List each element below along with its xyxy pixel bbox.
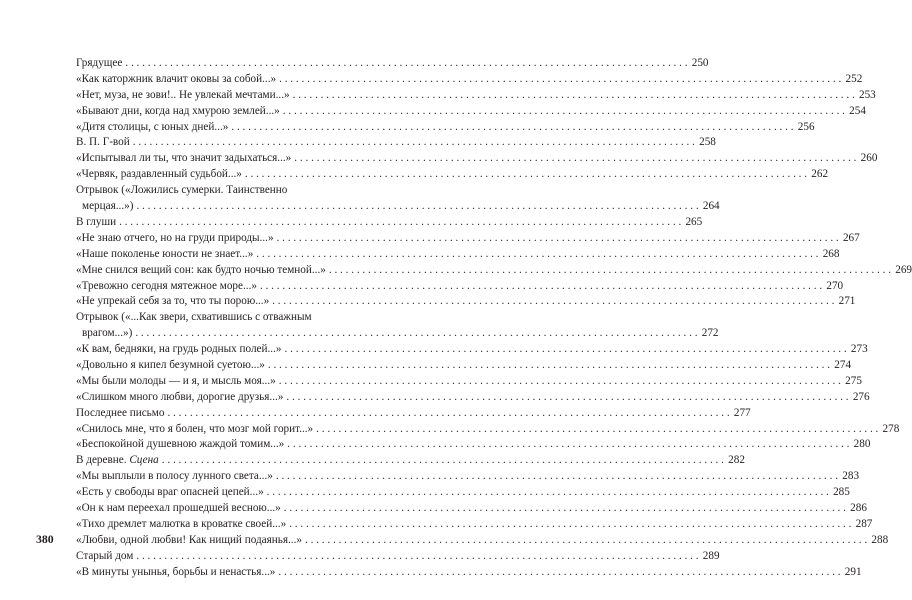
toc-entry-page: 286 [850,502,867,514]
dot-leader [286,390,848,406]
dot-leader [167,406,729,422]
toc-entry [76,279,844,295]
toc-entry [76,72,863,88]
dot-leader [245,167,807,183]
toc-entry-title: «Мне снился вещий сон: как будто ночью темной...» [76,263,326,276]
toc-entry-title: Грядущее [76,57,123,69]
dot-leader [279,72,841,88]
toc-entry [76,453,745,469]
toc-entry-page: 267 [842,231,860,244]
toc-entry [76,390,870,406]
toc-entry-title: «К вам, бедняки, на грудь родных полей...» [76,343,282,356]
toc-entry [76,501,867,517]
toc-entry-page: 283 [842,470,860,483]
toc-entry-page: 273 [850,343,868,356]
toc-entry-title: «Слишком много любви, дорогие друзья...» [76,390,284,403]
toc-entry-page: 291 [844,565,862,578]
dot-leader [231,120,793,136]
toc-entry-page: 282 [728,454,745,467]
toc-entry-page: 288 [871,533,889,546]
dot-leader [305,533,867,549]
toc-entry-title: «Нет, муза, не зови!.. Не увлекай мечтами...» [76,88,290,101]
table-of-contents [76,56,912,580]
toc-entry-page: 256 [797,120,815,133]
dot-leader [329,263,891,279]
toc-entry-page: 280 [853,438,871,451]
toc-entry-title-line1: Отрывок («...Как звери, схватившись с отважным [76,311,312,324]
toc-entry-title: «Он к нам переехал прошедшей весною...» [76,502,281,514]
toc-entry-page: 275 [845,374,862,387]
toc-entry-title-italic: Сцена [129,454,159,467]
toc-entry-page: 252 [845,72,863,85]
toc-entry [76,135,716,151]
toc-entry [76,104,866,120]
toc-entry-page: 272 [701,327,719,340]
toc-entry-page: 287 [855,517,873,530]
toc-entry-title: «Червяк, раздавленный судьбой...» [76,168,242,181]
dot-leader [268,358,830,374]
dot-leader [136,199,698,215]
toc-entry-title-line1: Отрывок («Ложились сумерки. Таинственно [76,184,288,197]
toc-entry-title: Старый дом [76,549,134,562]
toc-entry-page: 278 [882,422,900,435]
dot-leader [277,231,839,247]
toc-entry-title: «Дитя столицы, с юных дней...» [76,120,229,133]
toc-entry-title: «Испытывал ли ты, что значит задыхаться...» [76,152,292,165]
dot-leader [278,565,840,581]
dot-leader [285,342,847,358]
toc-entry [76,374,862,390]
toc-entry-last-line [76,326,719,342]
dot-leader [284,501,846,517]
dot-leader [283,104,845,120]
toc-entry-title: «Снилось мне, что я болен, что мозг мой горит...» [76,422,314,435]
dot-leader [135,326,697,342]
toc-entry [76,549,720,565]
toc-entry [76,342,868,358]
toc-entry-page: 271 [838,295,856,308]
toc-entry-title-line2: врагом...») [82,327,133,340]
toc-entry-title: «Тревожно сегодня мятежное море...» [76,279,257,292]
toc-entry-page: 274 [834,358,852,371]
toc-entry-page: 250 [691,57,709,69]
dot-leader [136,549,698,565]
toc-entry-page: 264 [702,200,720,213]
toc-entry [76,517,873,533]
toc-entry [76,437,871,453]
dot-leader [279,374,841,390]
dot-leader [260,279,822,295]
dot-leader [133,135,695,151]
toc-entry-title: Последнее письмо [76,406,165,419]
dot-leader [256,247,818,263]
toc-entry [76,231,860,247]
dot-leader [267,485,829,501]
toc-entry-title: «Тихо дремлет малютка в кроватке своей...» [76,517,287,530]
toc-entry-page: 277 [733,406,751,419]
toc-entry [76,151,878,167]
toc-entry-page: 254 [849,104,866,117]
dot-leader [272,294,834,310]
toc-entry [76,485,850,501]
toc-entry-title: «Как каторжник влачит оковы за собой...» [76,72,277,85]
dot-leader [119,215,681,231]
toc-entry-title: «Мы были молоды — и я, и мысль моя...» [76,374,276,387]
toc-entry-page: 262 [811,168,829,181]
toc-entry-page: 285 [833,486,850,499]
toc-entry-title-line2: мерцая...») [82,200,134,213]
page-number: 380 [36,532,54,546]
toc-entry-page: 258 [699,136,716,149]
dot-leader [293,88,855,104]
toc-entry [76,263,912,279]
toc-entry [76,247,840,263]
toc-entry [76,310,719,342]
toc-entry-page: 289 [702,549,720,562]
toc-entry-page: 253 [858,88,876,101]
dot-leader [162,453,724,469]
toc-entry [76,215,703,231]
dot-leader [294,151,856,167]
toc-entry [76,120,815,136]
toc-entry-title: «Любви, одной любви! Как нищий подаянья...» [76,533,302,546]
toc-entry [76,294,856,310]
dot-leader [125,56,687,72]
toc-entry-page: 270 [826,279,844,292]
toc-entry-title: «Наше поколенье юности не знает...» [76,247,254,260]
toc-entry-title: «Довольно я кипел безумной суетою...» [76,358,265,371]
toc-entry [76,565,862,581]
dot-leader [276,469,838,485]
toc-entry-last-line [76,199,720,215]
toc-entry-title: «Бывают дни, когда над хмурою землей...» [76,104,280,117]
toc-entry [76,422,900,438]
toc-entry-title: «Не упрекай себя за то, что ты порою...» [76,295,270,308]
toc-entry [76,533,889,549]
dot-leader [287,437,849,453]
dot-leader [289,517,851,533]
toc-entry-title: В. П. Г-вой [76,136,130,149]
toc-entry-title-main: В деревне. [76,454,127,467]
toc-entry-page: 276 [852,390,870,403]
toc-entry [76,406,751,422]
toc-entry-title: «В минуты унынья, борьбы и ненастья...» [76,565,276,578]
toc-entry-title: В глуши [76,215,117,228]
toc-entry [76,56,709,72]
toc-entry [76,88,876,104]
dot-leader [316,422,878,438]
toc-entry-title: «Беспокойной душевною жаждой томим...» [76,438,285,451]
toc-entry-title: «Мы выплыли в полосу лунного света...» [76,470,273,483]
toc-entry-title: «Есть у свободы враг опасней цепей...» [76,486,264,499]
toc-entry-page: 269 [895,263,912,276]
toc-entry [76,167,829,183]
toc-entry [76,469,860,485]
toc-entry-page: 268 [822,247,840,260]
toc-entry [76,183,720,215]
toc-entry-page: 260 [860,152,878,165]
toc-entry-title: «Не знаю отчего, но на груди природы...» [76,231,274,244]
toc-entry-title [76,453,159,469]
toc-entry [76,358,852,374]
toc-entry-page: 265 [685,215,703,228]
